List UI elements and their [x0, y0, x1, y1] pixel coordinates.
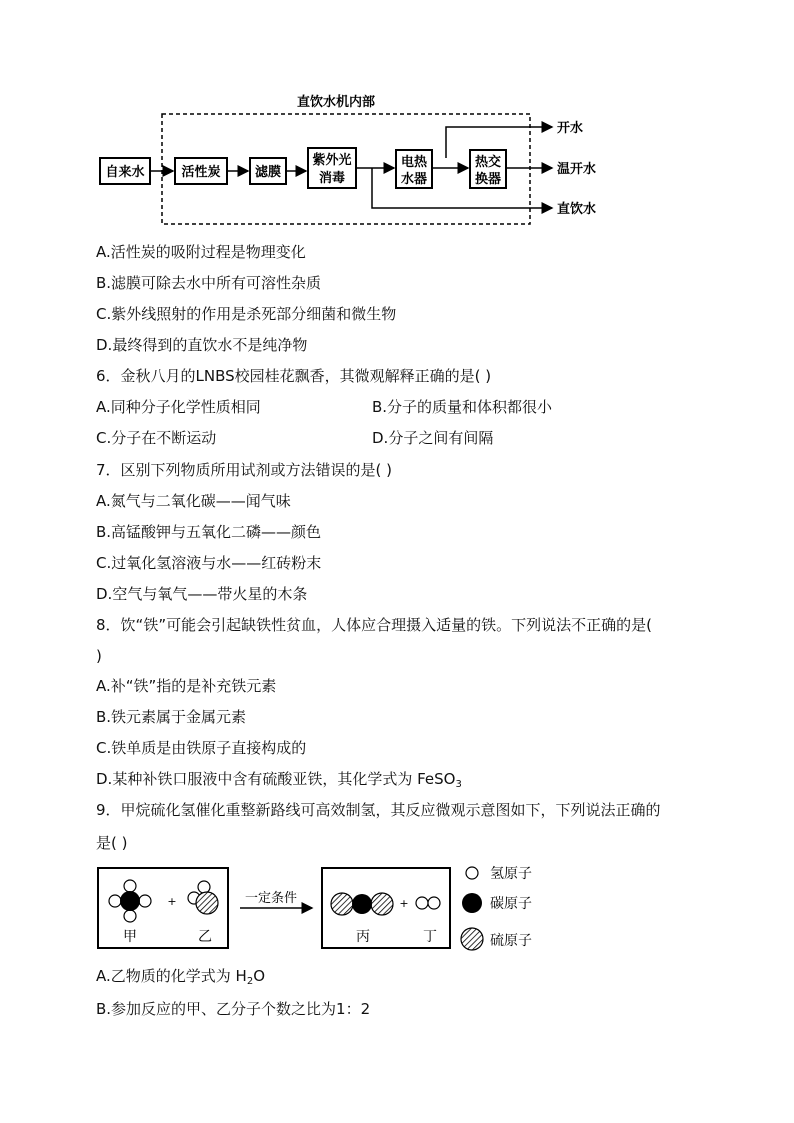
q9-stem: 9．甲烷硫化氢催化重整新路线可高效制氢，其反应微观示意图如下，下列说法正确的	[96, 801, 661, 819]
q7-stem: 7．区别下列物质所用试剂或方法错误的是( )	[96, 461, 393, 479]
hydrogen-molecule	[416, 897, 440, 909]
output-direct-drinking-water: 直饮水	[557, 202, 597, 217]
q5-option-d: D.最终得到的直饮水不是纯净物	[96, 336, 308, 354]
node-activated-carbon-label: 活性炭	[181, 165, 221, 180]
legend-sulfur-icon	[461, 928, 483, 950]
legend-carbon-icon	[462, 893, 482, 913]
reaction-condition: 一定条件	[244, 891, 298, 906]
q8-option-d-text: D.某种补铁口服液中含有硫酸亚铁，其化学式为 FeSO	[96, 770, 456, 788]
q6-option-a: A.同种分子化学性质相同	[96, 398, 261, 416]
q7-option-b: B.高锰酸钾与五氧化二磷——颜色	[96, 523, 322, 541]
q6-option-c: C.分子在不断运动	[96, 429, 217, 447]
q8-option-a: A.补“铁”指的是补充铁元素	[96, 677, 277, 695]
q8-stem-continued: )	[96, 647, 102, 665]
q5-option-c: C.紫外线照射的作用是杀死部分细菌和微生物	[96, 305, 397, 323]
carbon-disulfide-molecule	[331, 893, 393, 915]
node-exchanger-label-1: 热交	[474, 155, 502, 170]
label-yi: 乙	[198, 929, 212, 945]
q8-option-c: C.铁单质是由铁原子直接构成的	[96, 739, 307, 757]
legend	[461, 866, 532, 950]
node-tap-water-label: 自来水	[105, 165, 145, 180]
q7-option-c: C.过氧化氢溶液与水——红砖粉末	[96, 554, 322, 572]
q5-option-b: B.滤膜可除去水中所有可溶性杂质	[96, 274, 322, 292]
legend-carbon-label: 碳原子	[490, 896, 532, 912]
q8-stem: 8．饮“铁”可能会引起缺铁性贫血，人体应合理摄入适量的铁。下列说法不正确的是(	[96, 616, 652, 634]
node-uv-label-2: 消毒	[318, 171, 346, 186]
q7-option-a: A.氮气与二氧化碳——闻气味	[96, 492, 291, 510]
node-uv-label-1: 紫外光	[312, 153, 352, 168]
node-heater-label-2: 水器	[400, 172, 428, 187]
q9-option-a-subscript: 2	[246, 976, 254, 987]
output-warm-water: 温开水	[557, 162, 597, 177]
plus-sign-products: +	[399, 897, 409, 910]
node-heater-label-1: 电热	[400, 155, 428, 170]
reaction-micro-diagram	[0, 856, 794, 966]
q7-option-d: D.空气与氧气——带火星的木条	[96, 585, 308, 603]
node-exchanger-label-2: 换器	[474, 172, 502, 187]
q9-option-a-text: A.乙物质的化学式为 H	[96, 967, 247, 985]
q8-option-d	[96, 769, 462, 789]
q6-stem: 6．金秋八月的LNBS校园桂花飘香，其微观解释正确的是( )	[96, 367, 492, 385]
q6-option-d: D.分子之间有间隔	[372, 429, 494, 447]
q9-option-a-suffix: O	[253, 967, 266, 985]
hydrogen-sulfide-molecule	[188, 881, 218, 914]
q5-option-a: A.活性炭的吸附过程是物理变化	[96, 243, 306, 261]
label-bing: 丙	[356, 929, 370, 945]
frame-title: 直饮水机内部	[296, 95, 376, 110]
legend-hydrogen-icon	[466, 867, 478, 879]
legend-hydrogen-label: 氢原子	[490, 866, 532, 882]
water-dispenser-flow-diagram	[0, 0, 794, 235]
output-boiling-water: 开水	[557, 121, 584, 136]
methane-molecule	[109, 880, 151, 922]
q9-stem-continued: 是( )	[96, 834, 128, 852]
q9-option-a	[96, 966, 265, 986]
label-jia: 甲	[123, 929, 137, 945]
node-filter-membrane-label: 滤膜	[254, 165, 282, 180]
plus-sign-reactants: +	[167, 895, 177, 908]
legend-sulfur-label: 硫原子	[490, 933, 532, 949]
q6-option-b: B.分子的质量和体积都很小	[372, 398, 553, 416]
q9-option-b: B.参加反应的甲、乙分子个数之比为1：2	[96, 1000, 371, 1018]
q8-option-b: B.铁元素属于金属元素	[96, 708, 247, 726]
label-ding: 丁	[423, 929, 437, 945]
q8-option-d-subscript: 3	[455, 779, 462, 790]
